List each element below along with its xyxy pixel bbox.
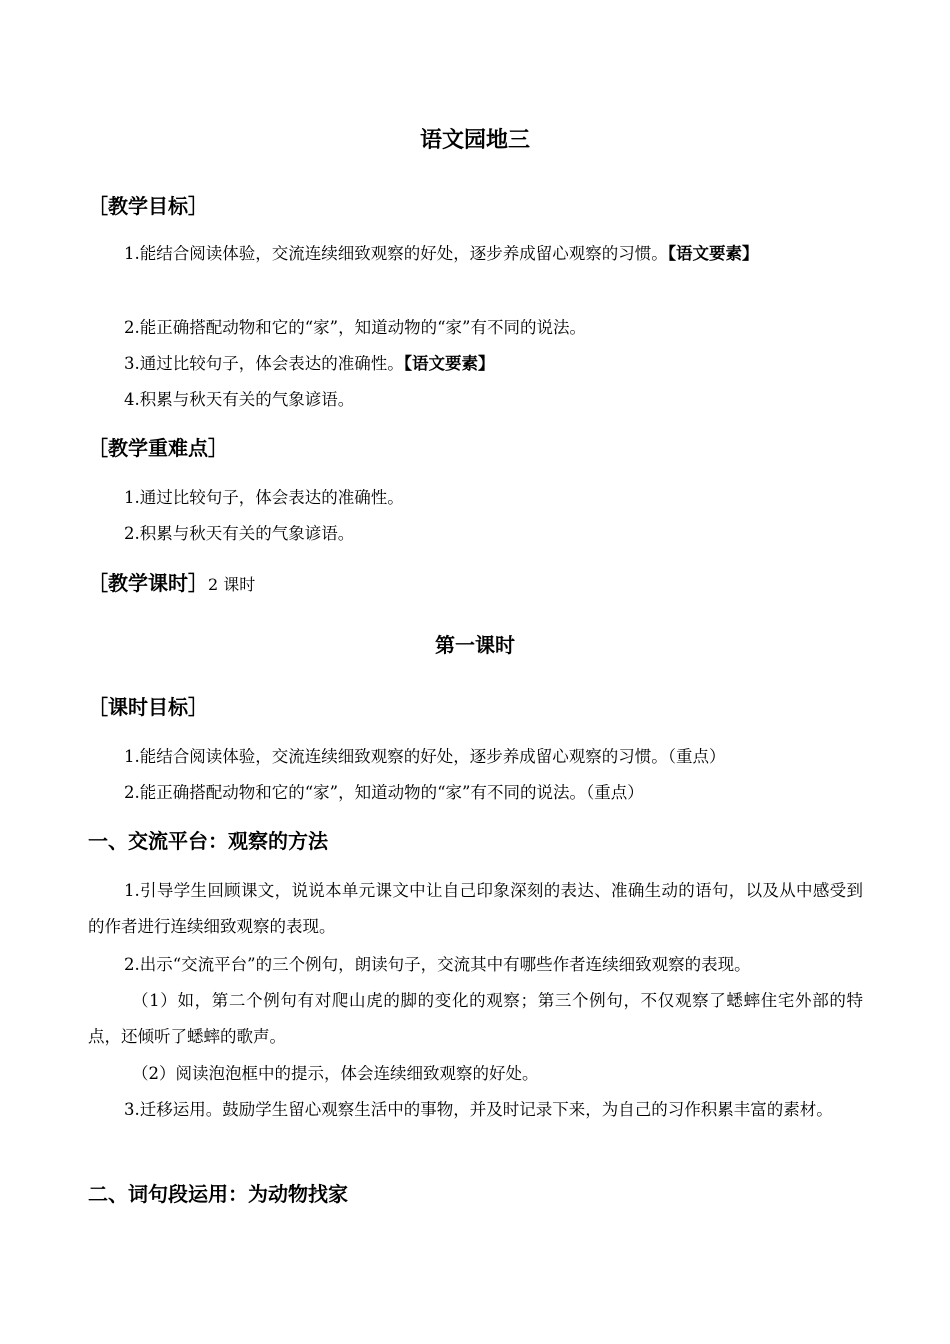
section1-heading: 一、交流平台：观察的方法 <box>88 829 328 853</box>
lesson1-title: 第一课时 <box>435 633 515 657</box>
objective-item-3 <box>88 346 863 382</box>
objective-item-3-text: 3.通过比较句子，体会表达的准确性。 <box>124 354 404 373</box>
lesson1-objective-1: 1.能结合阅读体验，交流连续细致观察的好处，逐步养成留心观察的习惯。（重点） <box>124 747 726 766</box>
lesson1-objectives-heading: ［课时目标］ <box>88 695 208 719</box>
objective-item-2: 2.能正确搭配动物和它的“家”，知道动物的“家”有不同的说法。 <box>124 318 586 337</box>
objective-item-1 <box>88 236 863 272</box>
periods-heading-row <box>88 568 255 600</box>
periods-value: 2 课时 <box>208 575 256 594</box>
objective-item-3-tag: 【语文要素】 <box>403 354 495 373</box>
key-point-item-1: 1.通过比较句子，体会表达的准确性。 <box>124 488 404 507</box>
key-points-heading: ［教学重难点］ <box>88 436 228 460</box>
objective-item-4: 4.积累与秋天有关的气象谚语。 <box>124 390 355 409</box>
objective-item-1-text: 1.能结合阅读体验，交流连续细致观察的好处，逐步养成留心观察的习惯。 <box>124 244 668 263</box>
periods-heading: ［教学课时］ <box>88 571 208 595</box>
section1-paragraph-2: 2.出示“交流平台”的三个例句，朗读句子，交流其中有哪些作者连续细致观察的表现。 <box>124 955 751 974</box>
section1-paragraph-4: （2）阅读泡泡框中的提示，体会连续细致观察的好处。 <box>132 1064 539 1083</box>
section2-heading: 二、词句段运用：为动物找家 <box>88 1182 348 1206</box>
key-point-item-2: 2.积累与秋天有关的气象谚语。 <box>124 524 355 543</box>
objectives-heading: ［教学目标］ <box>88 194 208 218</box>
objective-item-1-tag: 【语文要素】 <box>667 244 759 263</box>
section1-paragraph-1: 1.引导学生回顾课文，说说本单元课文中让自己印象深刻的表达、准确生动的语句，以及从中感受到的作者进行连续细致观察的表现。 <box>88 881 863 936</box>
document-title: 语文园地三 <box>419 128 530 153</box>
lesson1-objective-2: 2.能正确搭配动物和它的“家”，知道动物的“家”有不同的说法。（重点） <box>124 783 644 802</box>
section1-paragraph-5: 3.迁移运用。鼓励学生留心观察生活中的事物，并及时记录下来，为自己的习作积累丰富的素材。 <box>124 1100 833 1119</box>
section1-paragraph-3: （1）如，第二个例句有对爬山虎的脚的变化的观察；第三个例句，不仅观察了蟋蟀住宅外部的特点，还倾听了蟋蟀的歌声。 <box>88 991 863 1046</box>
